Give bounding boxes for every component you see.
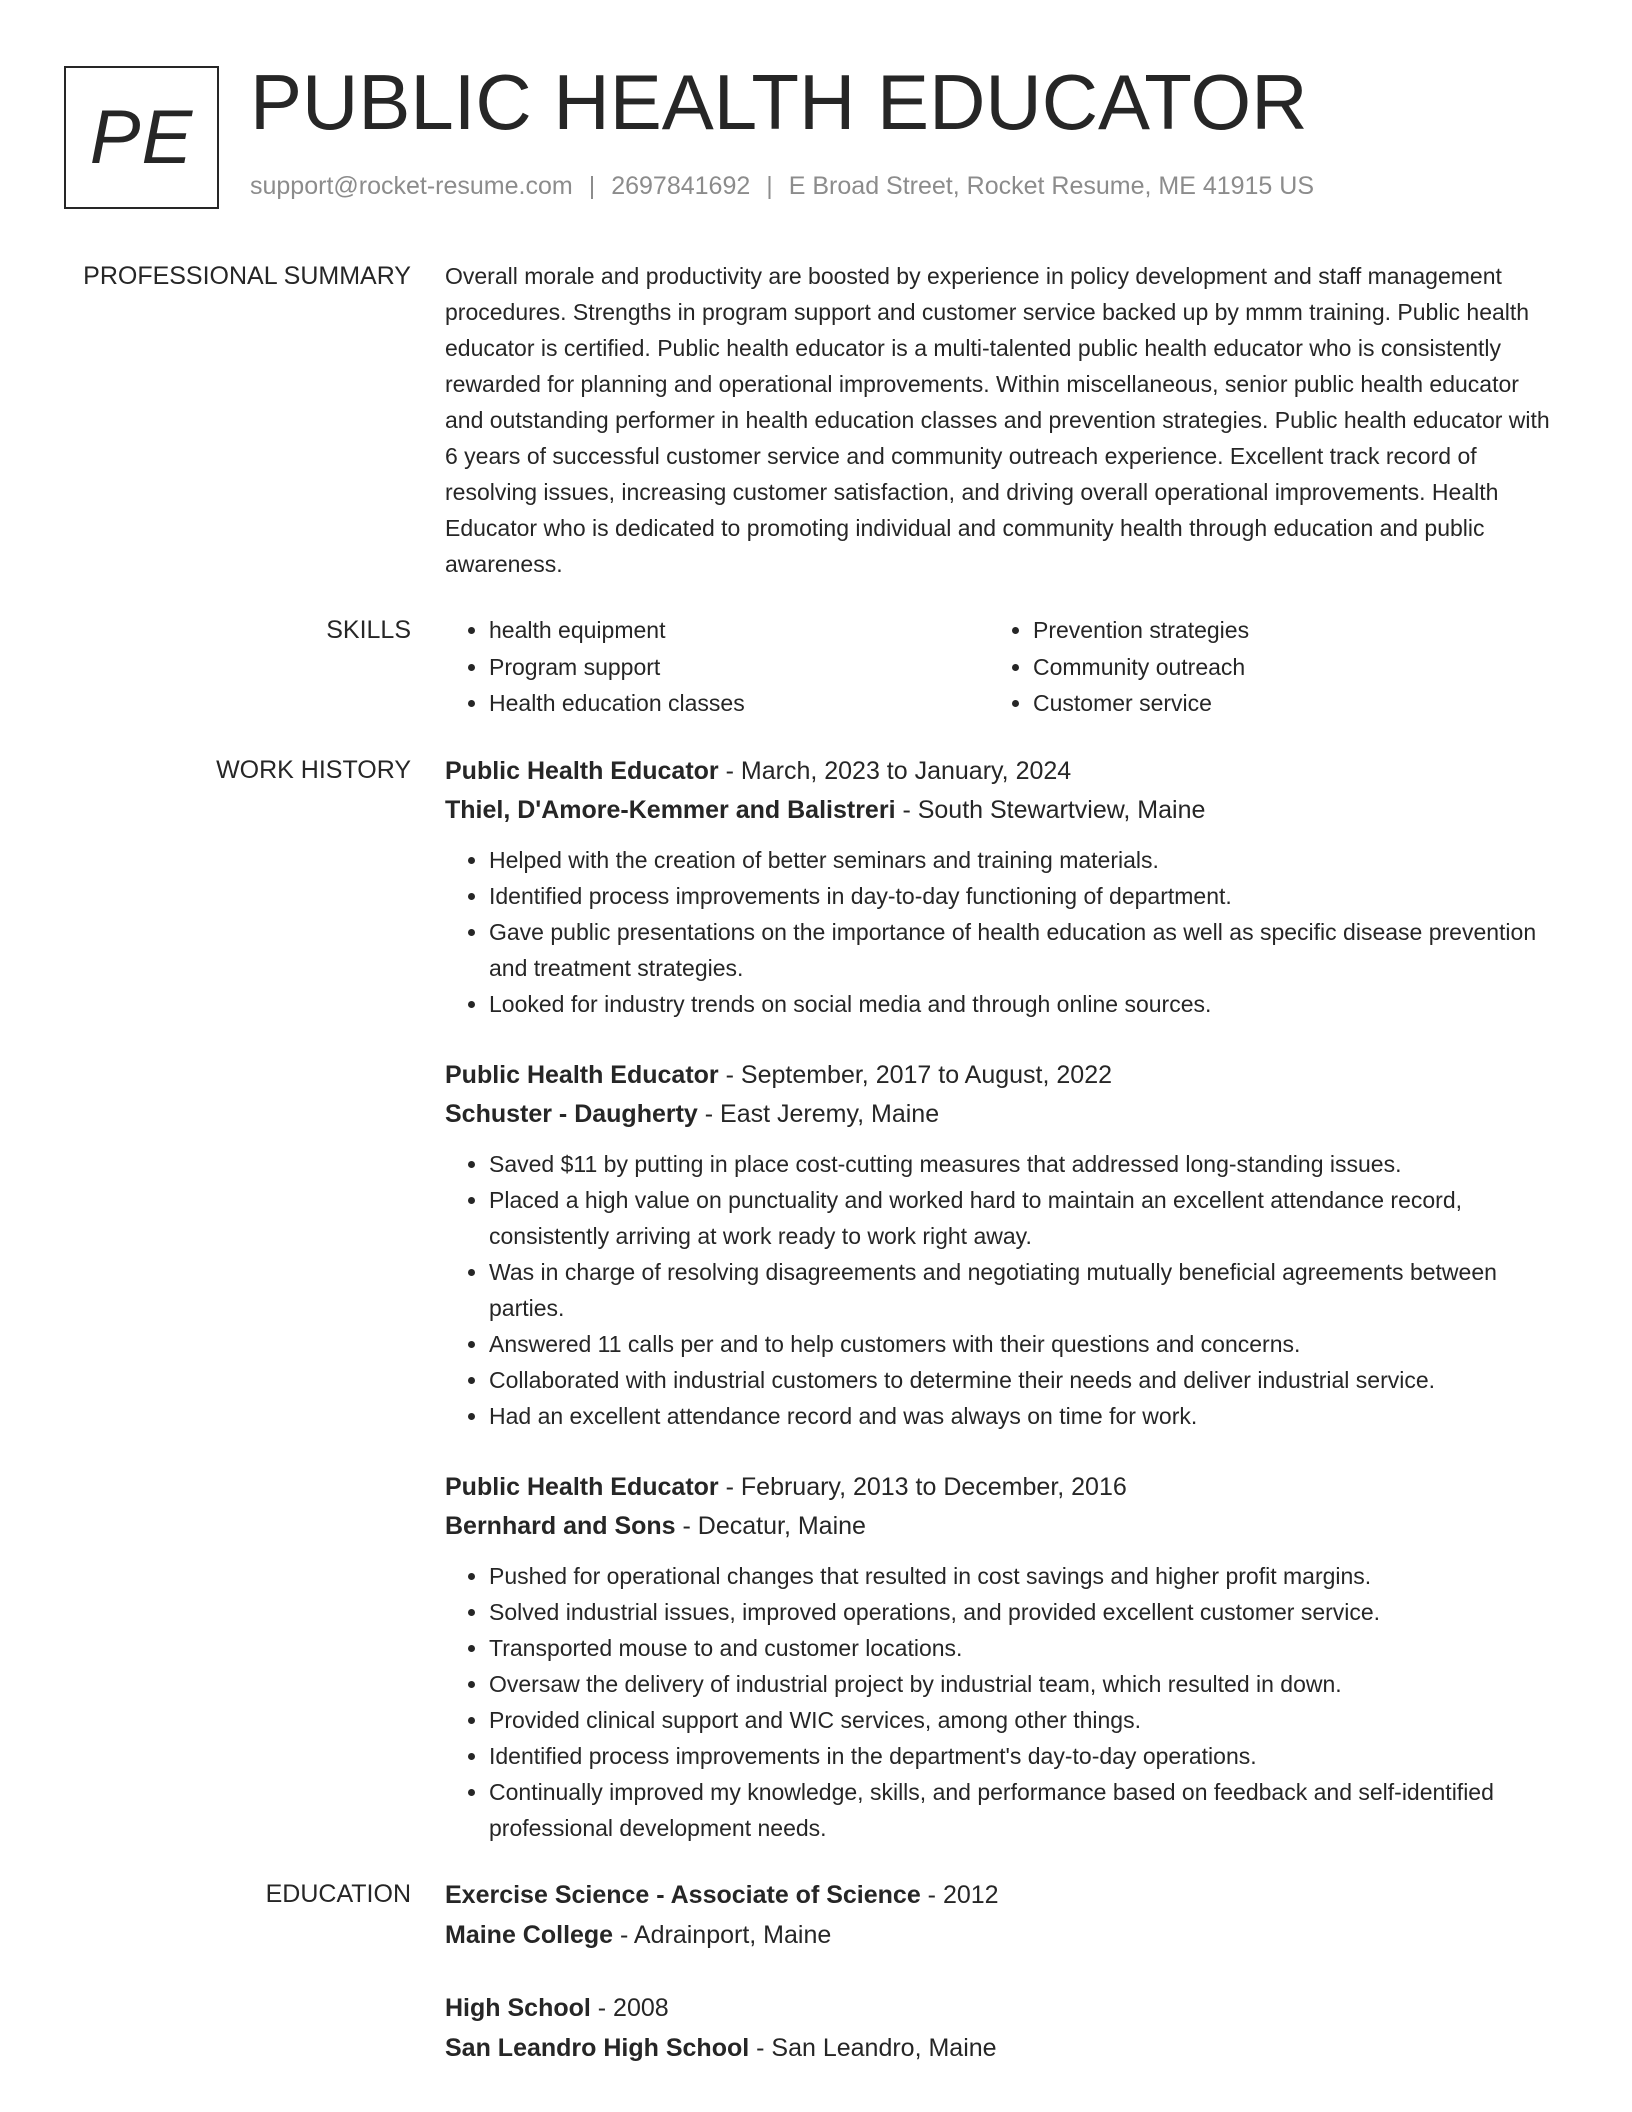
summary-text: Overall morale and productivity are boosted by experience in policy development and staff management procedures. Strengths in program support and customer service backed up by mmm training. Public health educator is certified. Public health educator is a multi-talented public health educator who is consistently rewarded for planning and operational improvements. Within miscellaneous, senior public health educator and outstanding performer in health education classes and prevention strategies. Public health educator with 6 years of successful customer service and community outreach experience. Excellent track record of resolving issues, increasing customer satisfaction, and driving overall operational improvements. Health Educator who is dedicated to promoting individual and community health through education and public awareness. (445, 263, 1550, 577)
job-bullet: • Transported mouse to and customer locations. (489, 1630, 1555, 1666)
job-title-line (445, 752, 1555, 791)
skills-column-right (989, 612, 1533, 722)
education-year: - 2008 (590, 1994, 669, 2022)
contact-separator: | (766, 172, 773, 200)
job-bullet: • Collaborated with industrial customers to determine their needs and deliver industrial service. (489, 1362, 1555, 1398)
contact-line (250, 172, 1314, 201)
section-label-summary: PROFESSIONAL SUMMARY (83, 262, 411, 290)
job-location: - South Stewartview, Maine (895, 796, 1206, 824)
job-bullet: • Provided clinical support and WIC services, among other things. (489, 1702, 1555, 1738)
job-bullet: • Had an excellent attendance record and was always on time for work. (489, 1398, 1555, 1434)
education-degree-line (445, 1989, 1555, 2029)
section-label-education: EDUCATION (265, 1880, 411, 1908)
job-dates: - March, 2023 to January, 2024 (718, 757, 1072, 785)
contact-separator: | (588, 172, 596, 200)
job-location: - East Jeremy, Maine (697, 1100, 940, 1128)
contact-email[interactable]: support@rocket-resume.com (250, 172, 573, 200)
job-company: Bernhard and Sons (445, 1512, 676, 1540)
skills-column-left (445, 612, 989, 722)
job-bullet: • Was in charge of resolving disagreements and negotiating mutually beneficial agreements between parties. (489, 1254, 1555, 1326)
monogram-initials: PE (89, 95, 194, 180)
skill-item: • Program support (489, 649, 989, 686)
job-bullets (445, 1558, 1555, 1846)
contact-address: E Broad Street, Rocket Resume, ME 41915 US (788, 172, 1315, 200)
job-bullet: • Identified process improvements in the department's day-to-day operations. (489, 1738, 1555, 1774)
education-location: - San Leandro, Maine (749, 2033, 997, 2062)
job-title: Public Health Educator (445, 1473, 719, 1501)
education-degree: High School (445, 1994, 591, 2022)
job-dates: - September, 2017 to August, 2022 (718, 1061, 1113, 1089)
job-title-line (445, 1468, 1555, 1507)
skill-item: • Community outreach (1033, 649, 1533, 686)
job-bullet: • Identified process improvements in day-to-day functioning of department. (489, 878, 1555, 914)
job-bullet: • Looked for industry trends on social media and through online sources. (489, 986, 1555, 1022)
education-year: - 2012 (920, 1881, 999, 1909)
job-company-line (445, 1095, 1555, 1134)
job-entry (445, 752, 1555, 1022)
education-location: - Adrainport, Maine (613, 1920, 832, 1949)
job-company-line (445, 1507, 1555, 1546)
job-bullet: • Saved $11 by putting in place cost-cutting measures that addressed long-standing issues. (489, 1146, 1555, 1182)
job-bullet: • Continually improved my knowledge, skills, and performance based on feedback and self-identified professional development needs. (489, 1774, 1555, 1846)
section-label-skills: SKILLS (326, 616, 411, 644)
education-school: San Leandro High School (445, 2033, 750, 2062)
education-entry (445, 1876, 1555, 1955)
contact-phone[interactable]: 2697841692 (611, 172, 751, 200)
education-school: Maine College (445, 1920, 614, 1949)
skill-item: • Health education classes (489, 685, 989, 722)
job-bullet: • Pushed for operational changes that resulted in cost savings and higher profit margins. (489, 1558, 1555, 1594)
job-title: Public Health Educator (445, 1061, 719, 1089)
education-entry (445, 1989, 1555, 2068)
job-title: Public Health Educator (445, 757, 719, 785)
skill-item: • Customer service (1033, 685, 1533, 722)
education-degree-line (445, 1876, 1555, 1916)
education-school-line (445, 1916, 1555, 1956)
job-title-line (445, 1056, 1555, 1095)
section-label-work-history: WORK HISTORY (216, 756, 411, 784)
skills-grid (445, 612, 1555, 722)
job-location: - Decatur, Maine (675, 1512, 866, 1540)
skill-item: • health equipment (489, 612, 989, 649)
job-bullet: • Helped with the creation of better seminars and training materials. (489, 842, 1555, 878)
job-bullet: • Placed a high value on punctuality and worked hard to maintain an excellent attendance record, consistently arriving at work ready to work right away. (489, 1182, 1555, 1254)
job-bullets (445, 842, 1555, 1022)
job-bullets (445, 1146, 1555, 1434)
job-company: Schuster - Daugherty (445, 1100, 698, 1128)
job-bullet: • Oversaw the delivery of industrial project by industrial team, which resulted in down. (489, 1666, 1555, 1702)
job-bullet: • Solved industrial issues, improved operations, and provided excellent customer service. (489, 1594, 1555, 1630)
job-entry (445, 1468, 1555, 1846)
job-bullet: • Gave public presentations on the importance of health education as well as specific disease prevention and treatment strategies. (489, 914, 1555, 986)
resume-name-title: PUBLIC HEALTH EDUCATOR (250, 58, 1308, 146)
skill-item: • Prevention strategies (1033, 612, 1533, 649)
job-bullet: • Answered 11 calls per and to help customers with their questions and concerns. (489, 1326, 1555, 1362)
education-degree: Exercise Science - Associate of Science (445, 1881, 921, 1909)
monogram-box (64, 66, 219, 209)
job-dates: - February, 2013 to December, 2016 (718, 1473, 1127, 1501)
job-entry (445, 1056, 1555, 1434)
education-school-line (445, 2029, 1555, 2069)
job-company-line (445, 791, 1555, 830)
job-company: Thiel, D'Amore-Kemmer and Balistreri (445, 796, 896, 824)
